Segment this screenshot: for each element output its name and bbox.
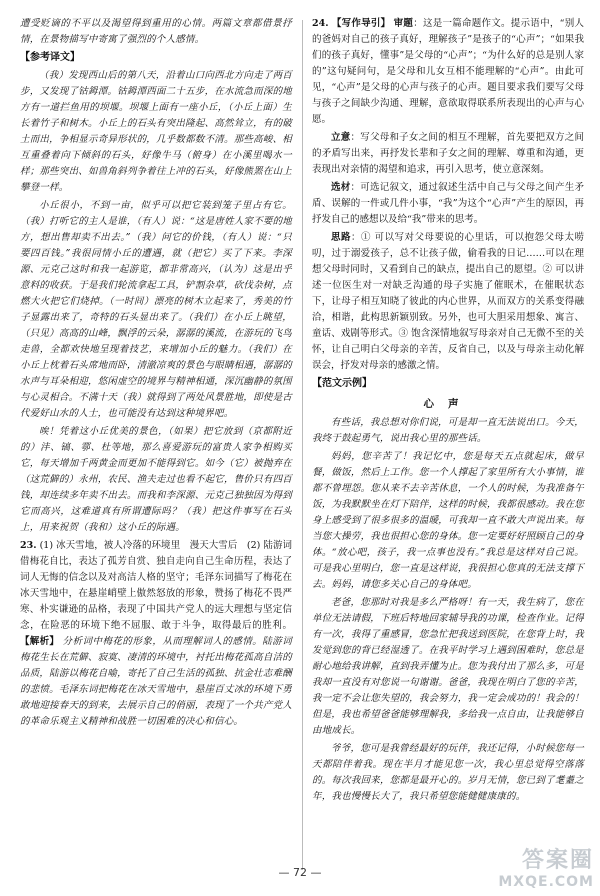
- question-23-answer: [20, 538, 292, 730]
- translation-paragraph: 唉！凭着这小丘优美的景色，（如果）把它放到（京都附近的）沣、镐、鄠、杜等地，那么喜爱游玩的富贵人家争相购买它，每天增加千两黄金而更加不能得到它。如今（它）被抛弃在（这荒僻的）永州，农民、渔夫走过也看不起它，售价只有四百钱，却连续多年卖不出去。而我和李深源、元克己独独因为得到它而高兴，这难道真有所谓遭际吗？（我）把这件事写在石头上，用来祝贺（我和）这小丘的际遇。: [20, 426, 292, 533]
- review-text: ：这是一篇命题作文。提示语中，“别人的爸妈对自己的孩子真好，理解孩子”是孩子的“心声”；“如果我们的孩子真好，懂事”是父母的“心声”；“为什么好的总是别人家的”这句疑问句，是父母和儿女互相不能理解的“心声”。由此可见，“心声”是父母的心声与孩子的心声。题目要求我们要写父母与孩子之间缺少沟通、理解，意欲取得联系所表现出的心声与心愿。: [312, 18, 584, 125]
- question-23-analysis: 分析词中梅花的形象，从而理解词人的感情。陆游词梅花生长在荒僻、寂寞、凄清的环境中，衬托出梅花孤高自洁的品质，陆游以梅花自喻，寄托了自己生活的孤独、抗金壮志难酬的悲愤。毛泽东词把梅花在冰天雪地中，悬崖百丈冰的环境下勇敢地迎接春天的到来，去展示自己的俏丽，表现了一个共产党人的革命乐观主义精神和战胜一切困难的决心和信心。: [20, 636, 292, 727]
- page-number: — 72 —: [278, 866, 322, 879]
- column-divider: [302, 20, 303, 870]
- idea-text: ：写父母和子女之间的相互不理解，首先要把双方之间的矛盾写出来，再抒发长辈和子女之间的理解、尊重和沟通，更表现出对亲情的渴望和追求，再引入思考，使立意深刻。: [312, 132, 584, 175]
- writing-guide-tag: 【写作导引】: [331, 18, 391, 29]
- question-24-review: [312, 16, 584, 128]
- question-23-body: (1) 冰天雪地，被人冷落的环境里 漫天大雪后 (2) 陆游词借梅花自比，表达了孤芳自赏、独自走向自己生命历程，表达了词人无悔的信念以及对高洁人格的坚守；毛泽东词描写了梅花在冰天雪地中，在悬崖峭壁上傲然怒放的形象，赞扬了梅花不畏严寒、朴实谦逊的品格，表现了中国共产党人的远大理想与坚定信念，在险恶的环境下绝不屈服、敢于斗争，取得最后的胜利。: [20, 540, 292, 631]
- question-24-idea: [312, 130, 584, 178]
- question-24-material: [312, 180, 584, 228]
- essay-paragraph: 老爸，您那时对我是多么严格呀！有一天，我生病了，您在单位无法请假，下班后特地回家辅导我的功课，检查作业。记得有一次，我得了重感冒，您急忙把我送到医院，在您背上时，我发觉到您的背已经湿透了。在我平时学习上遇到困难时，您总是耐心地给我讲解，直到我弄懂为止。您为我付出了那么多，可是我却一直没有对您说一句谢谢。爸爸，我现在明白了您的辛苦，我一定不会让您失望的，我会努力，我一定会成功的！我会的！但是，我也希望爸爸能够理解我，多给我一点自由，让我能够自由地成长。: [312, 597, 584, 736]
- example-essay-heading: 【范文示例】: [312, 378, 372, 389]
- reference-translation-heading: 【参考译文】: [20, 52, 80, 63]
- question-23-analysis-tag: 【解析】: [20, 636, 60, 647]
- material-text: ：可选记叙文，通过叙述生活中自己与父母之间产生矛盾、误解的一件或几件小事，“我”为这个“心声”产生的原因，再抒发自己的感想以及给“我”带来的思考。: [312, 182, 584, 225]
- outline-label: 思路: [331, 232, 351, 243]
- question-23-number: 23.: [20, 540, 37, 551]
- intro-text: 遭受贬谪的不平以及渴望得到重用的心情。两篇文章都借景抒情，在景物描写中寄寓了强烈的个人感情。: [20, 18, 292, 45]
- translation-paragraph: （我）发现西山后的第八天，沿着山口向西北方向走了两百步，又发现了钴鉧潭。钴鉧潭西面二十五步，在水流急而深的地方有一道拦鱼用的坝堰。坝堰上面有一座小丘，（小丘上面）生长着竹子和树木。小丘上的石头有突出隆起、高然耸立，有的破土而出，争相显示奇异形状的，几乎数都数不清。那些高峻、相互重叠着向下倾斜的石头，好像牛马（俯身）在小溪里喝水一样；那些突出、如兽角斜列争着往上冲的石头，好像熊罴在山上攀登一样。: [20, 70, 292, 193]
- material-label: 选材: [331, 182, 351, 193]
- essay-paragraph: 爷爷，您可是我曾经最好的玩伴，我还记得，小时候您每一天都陪伴着我。现在半月才能见您一次，我心里总觉得空落落的。每次我回来，您都是最开心的。岁月无情，您已到了耄耋之年，我也慢慢长大了，我只希望您能健健康康的。: [312, 743, 584, 802]
- right-column: [312, 16, 584, 807]
- question-24-number: 24.: [312, 18, 329, 29]
- essay-paragraph: 有些话，我总想对你们说，可是却一直无法说出口。今天，我终于鼓起勇气，说出我心里的那些话。: [312, 417, 584, 444]
- site-watermark: [498, 843, 594, 890]
- question-24-outline: [312, 230, 584, 374]
- translation-paragraph: 小丘很小，不到一亩，似乎可以把它装到笼子里占有它。（我）打听它的主人是谁，（有人）说：“这是唐姓人家不要的地方，想出售却卖不出去。”（我）问它的价钱，（有人）说：“只要四百钱。”我很同情小丘的遭遇，就（把它）买了下来。李深源、元克己这时和我一起游览，都非常高兴，（认为）这是出乎意料的收获。于是我们轮流拿起工具，铲割杂草，砍伐杂树，点燃大火把它们烧掉。（一时间）漂亮的树木立起来了，秀美的竹子显露出来了，奇特的石头显出来了。（我们）在小丘上眺望，（只见）高高的山峰，飘浮的云朵，潺潺的溪流，在游玩的飞鸟走兽，全都欢快地呈现着技艺，来增加小丘的魅力。（我们）在小丘上枕着石头席地而卧，清澈凉爽的景色与眼睛相遇，潺潺的水声与耳朵相迎，悠闲虚空的境界与精神相通，深沉幽静的氛围与心灵相合。不满十天（我）就得到了两处风景胜地，即使是古代爱好山水的人士，也可能没有达到这种境界吧。: [20, 200, 292, 419]
- essay-paragraph: 妈妈，您辛苦了！我记忆中，您是每天五点就起床，做早餐，做饭，然后上工作。您一个人撑起了家里所有大小事情，谁都不曾埋怨。您从来不去辛苦休息，一个人的时候，为我准备午饭，为我默默坐在灯下陪伴，这样的时候，我都很感动。我在您身上感受到了很多很多的温暖，可我却一直不敢大声说出来。每当您大操劳，我也很担心您的身体。您一定要好好照顾自己的身体。“放心吧，孩子，我一点事也没有。”我总是这样对自己说。可是我心里明白，您一直是这样说，我很担心您真的无法支撑下去。妈妈，请您多关心自己的身体吧。: [312, 451, 584, 590]
- outline-text: ：① 可以写对父母要说的心里话，可以抱怨父母太唠叨，过于溺爱孩子，总不让孩子做，偷看我的日记……可以在理想父母时同时，又看到自己的缺点，提出自己的愿望。② 可以讲述一位医生对一对缺乏沟通的母子实施了催眠术，在催眠状态下，让母子相互知晓了彼此的内心世界，从而双方的关系变得融洽，相谐，此构思新颖别致。另外，也可大胆采用想象、寓言、童话、戏剧等形式。③ 饱含深情地叙写母亲对自己无微不至的关怀，让自己明白父母亲的辛苦，反省自己，以及与母亲主动化解误会，抒发对母亲的感激之情。: [312, 232, 584, 371]
- idea-label: 立意: [331, 132, 351, 143]
- review-label: 审题: [393, 18, 414, 29]
- watermark-logo-text: 答案圈: [521, 848, 594, 873]
- example-essay-title: 心声: [423, 398, 473, 410]
- left-column: [20, 16, 292, 732]
- watermark-url: MXQE.COM: [498, 874, 594, 890]
